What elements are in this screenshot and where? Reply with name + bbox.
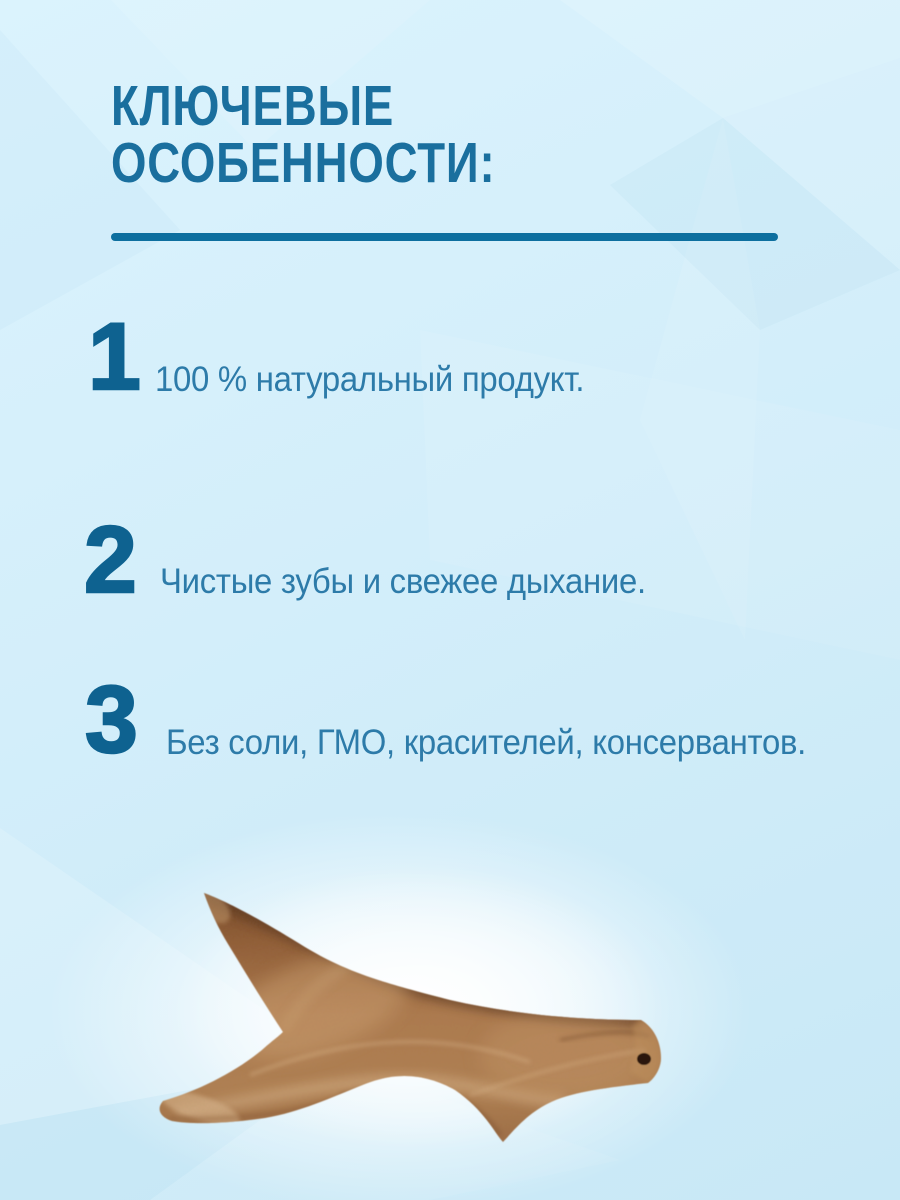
page-title-line1: КЛЮЧЕВЫЕ xyxy=(111,74,395,138)
page-title xyxy=(111,74,496,195)
page-title-line2: ОСОБЕННОСТИ: xyxy=(111,131,496,195)
feature-number-1: 1 xyxy=(88,304,141,410)
feature-text-3: Без соли, ГМО, красителей, консервантов. xyxy=(166,723,807,762)
feature-text-2: Чистые зубы и свежее дыхание. xyxy=(160,562,646,601)
feature-text-1: 100 % натуральный продукт. xyxy=(155,360,585,399)
feature-number-3: 3 xyxy=(85,667,138,773)
feature-number-2: 2 xyxy=(84,507,137,613)
title-underline xyxy=(111,233,778,241)
